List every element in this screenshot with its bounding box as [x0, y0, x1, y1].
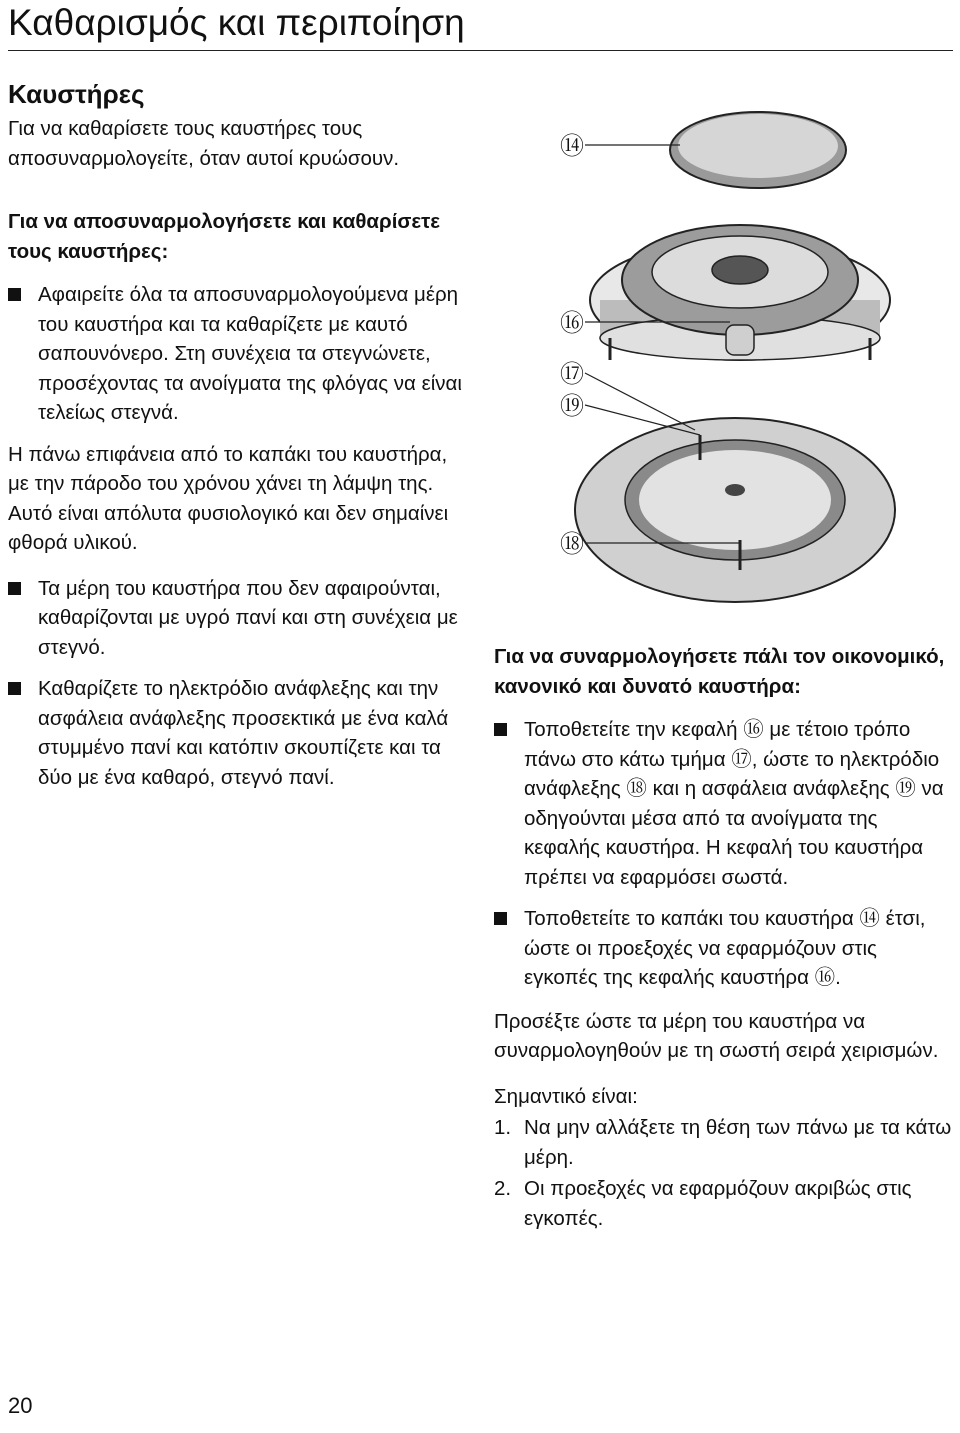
- note-text: Προσέξτε ώστε τα μέρη του καυστήρα να συναρμολογηθούν με τη σωστή σειρά χειρισμών.: [494, 1009, 939, 1062]
- note-text: Η πάνω επιφάνεια από το καπάκι του καυστήρα, με την πάροδο του χρόνου χάνει τη λάμψη της. Αυτό είναι απόλυτα φυσιολογικό και δεν σημαίνει φθορά υλικού.: [8, 442, 449, 554]
- label-18: ⑱: [560, 530, 584, 558]
- item-number: 1.: [494, 1116, 512, 1139]
- bullet-text: Τοποθετείτε την κεφαλή ⑯ με τέτοιο τρόπο πάνω στο κάτω τμήμα ⑰, ώστε το ηλεκτρόδιο ανάφλεξης ⑱ και η ασφάλεια ανάφλεξης ⑲ να οδηγούνται μέσα από τα ανοίγματα της κεφαλής καυστήρα. Η κεφαλή του καυστήρα πρέπει να εφαρμόσει σωστά.: [524, 718, 944, 889]
- intro-text: Για να καθαρίσετε τους καυστήρες τους αποσυναρμολογείτε, όταν αυτοί κρυώσουν.: [8, 117, 400, 170]
- burner-head: [590, 225, 890, 360]
- bullet-text: Καθαρίζετε το ηλεκτρόδιο ανάφλεξης και την ασφάλεια ανάφλεξης προσεκτικά με ένα καλά στυμμένο πανί και κατόπιν σκουπίζετε και τα δύο με ένα καθαρό, στεγνό πανί.: [38, 677, 449, 789]
- section-heading: Καυστήρες: [8, 79, 145, 109]
- page-title: Καθαρισμός και περιποίηση: [8, 0, 953, 51]
- item-text: Να μην αλλάξετε τη θέση των πάνω με τα κάτω μέρη.: [524, 1116, 952, 1169]
- square-bullet-icon: [494, 723, 507, 736]
- bullet-item: [8, 280, 470, 428]
- label-14: ⑭: [560, 132, 584, 160]
- burner-cap: [670, 112, 846, 188]
- assembly-heading: Για να συναρμολογήσετε πάλι τον οικονομικό, κανονικό και δυνατό καυστήρα:: [494, 645, 945, 698]
- left-column: [8, 78, 470, 804]
- square-bullet-icon: [8, 682, 21, 695]
- bullet-text: Τα μέρη του καυστήρα που δεν αφαιρούνται, καθαρίζονται με υγρό πανί και στη συνέχεια με στεγνό.: [38, 576, 458, 659]
- bullet-text: Αφαιρείτε όλα τα αποσυναρμολογούμενα μέρη του καυστήρα και τα καθαρίζετε με καυτό σαπουνόνερο. Στη συνέχεια τα στεγνώνετε, προσέχοντας τα ανοίγματα της φλόγας να είναι τελείως στεγνά.: [38, 283, 462, 424]
- square-bullet-icon: [494, 912, 507, 925]
- square-bullet-icon: [8, 582, 21, 595]
- label-19: ⑲: [560, 392, 584, 420]
- burner-diagram: [540, 100, 960, 620]
- numbered-item: [494, 1174, 954, 1233]
- item-number: 2.: [494, 1177, 512, 1200]
- label-17: ⑰: [560, 360, 584, 388]
- important-label: Σημαντικό είναι:: [494, 1084, 638, 1108]
- disassembly-heading: Για να αποσυναρμολογήσετε και καθαρίσετε τους καυστήρες:: [8, 210, 441, 263]
- bullet-text: Τοποθετείτε το καπάκι του καυστήρα ⑭ έτσι, ώστε οι προεξοχές να εφαρμόζουν στις εγκοπές της κεφαλής καυστήρα ⑯.: [524, 907, 926, 989]
- bullet-item: [8, 674, 470, 792]
- numbered-item: [494, 1113, 954, 1172]
- burner-base: [575, 418, 895, 602]
- bullet-item: [494, 904, 954, 993]
- square-bullet-icon: [8, 288, 21, 301]
- page-number: 20: [8, 1393, 33, 1418]
- label-16: ⑯: [560, 309, 584, 337]
- item-text: Οι προεξοχές να εφαρμόζουν ακριβώς στις εγκοπές.: [524, 1177, 912, 1230]
- right-column: [494, 642, 954, 1235]
- bullet-item: [8, 574, 470, 663]
- bullet-item: [494, 715, 954, 892]
